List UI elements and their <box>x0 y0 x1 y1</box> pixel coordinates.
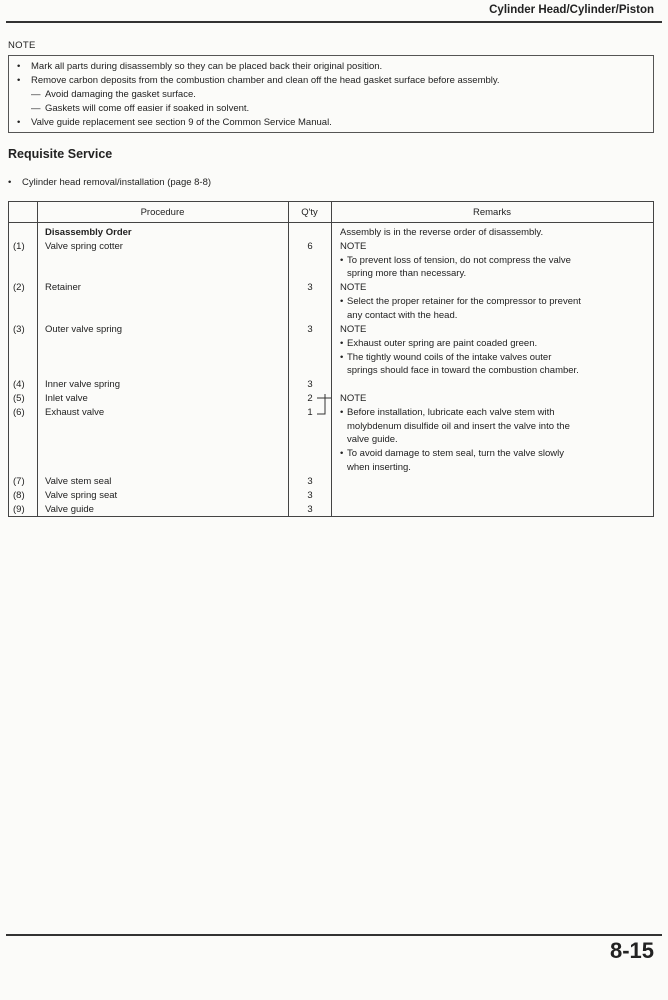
requisite-service-item: • Cylinder head removal/installation (page 8-8) <box>8 177 212 188</box>
row-name: Inner valve spring <box>45 379 120 390</box>
table-divider <box>37 202 38 516</box>
page-number: 8-15 <box>609 938 654 963</box>
page-header-title: Cylinder Head/Cylinder/Piston <box>489 4 654 16</box>
row-number: (9) <box>13 504 25 515</box>
row-number: (7) <box>13 476 25 487</box>
remarks-block <box>340 226 650 281</box>
note-subline: — Gaskets will come off easier if soaked in solvent. <box>31 103 250 114</box>
row-name: Exhaust valve <box>45 407 105 418</box>
row-name: Outer valve spring <box>45 324 123 335</box>
note-subline: — Avoid damaging the gasket surface. <box>31 89 196 100</box>
row-qty: 6 <box>307 241 313 252</box>
row-number: (6) <box>13 407 25 418</box>
table-header-rule <box>9 222 653 223</box>
remark-bullet: • The tightly wound coils of the intake valves outer <box>340 351 552 363</box>
remark-note-label: NOTE <box>340 240 367 252</box>
row-name: Valve stem seal <box>45 476 112 487</box>
row-qty: 3 <box>307 324 313 335</box>
remark-note-label: NOTE <box>340 282 367 293</box>
remarks-block <box>340 281 650 322</box>
header-qty: Q'ty <box>301 207 318 218</box>
row-number: (3) <box>13 324 25 335</box>
row-name: Valve spring cotter <box>45 241 123 252</box>
remark-bullet: • Before installation, lubricate each valve stem with <box>340 406 555 418</box>
disassembly-order-title: Disassembly Order <box>45 227 132 238</box>
note-line: • Valve guide replacement see section 9 of the Common Service Manual. <box>17 117 332 128</box>
remarks-block <box>340 392 650 475</box>
row-name: Valve spring seat <box>45 490 118 501</box>
note-line: • Mark all parts during disassembly so they can be placed back their original position. <box>17 61 383 72</box>
remark-line: molybdenum disulfide oil and insert the valve into the <box>347 420 570 432</box>
remark-line: valve guide. <box>347 434 398 446</box>
row-number: (4) <box>13 379 25 390</box>
row-qty: 3 <box>307 490 313 501</box>
remarks-block <box>340 323 650 378</box>
bracket-connector <box>317 394 331 420</box>
footer-rule <box>6 934 662 936</box>
procedure-table <box>8 201 654 517</box>
note-box <box>8 55 654 133</box>
row-number: (5) <box>13 393 25 404</box>
remark-line: spring more than necessary. <box>347 268 467 280</box>
remark-bullet: • To prevent loss of tension, do not compress the valve <box>340 254 571 266</box>
remark-bullet: • To avoid damage to stem seal, turn the valve slowly <box>340 448 565 460</box>
header-remarks: Remarks <box>472 207 511 218</box>
remark-line: any contact with the head. <box>347 309 458 321</box>
note-line: • Remove carbon deposits from the combustion chamber and clean off the head gasket surface before assembly. <box>17 75 500 86</box>
header-procedure: Procedure <box>140 207 185 218</box>
row-qty: 2 <box>307 393 313 404</box>
requisite-service-heading: Requisite Service <box>8 147 113 161</box>
row-qty: 3 <box>307 476 313 487</box>
row-name: Valve guide <box>45 504 94 515</box>
row-name: Retainer <box>45 282 81 293</box>
remark-note-label: NOTE <box>340 324 367 335</box>
header-rule <box>6 21 662 23</box>
remark-line: Assembly is in the reverse order of disassembly. <box>340 227 544 238</box>
remark-note-label: NOTE <box>340 393 367 404</box>
remark-line: when inserting. <box>347 461 411 473</box>
row-name: Inlet valve <box>45 393 88 404</box>
note-label: NOTE <box>8 40 36 51</box>
table-divider <box>331 202 332 516</box>
row-number: (2) <box>13 282 25 293</box>
remark-line: springs should face in toward the combustion chamber. <box>347 365 579 377</box>
row-number: (8) <box>13 490 25 501</box>
row-qty: 3 <box>307 504 313 515</box>
remark-bullet: • Select the proper retainer for the compressor to prevent <box>340 295 581 307</box>
remark-bullet: • Exhaust outer spring are paint coaded green. <box>340 337 538 349</box>
row-qty: 3 <box>307 282 313 293</box>
row-qty: 1 <box>307 407 313 418</box>
row-qty: 3 <box>307 379 313 390</box>
row-number: (1) <box>13 241 25 252</box>
